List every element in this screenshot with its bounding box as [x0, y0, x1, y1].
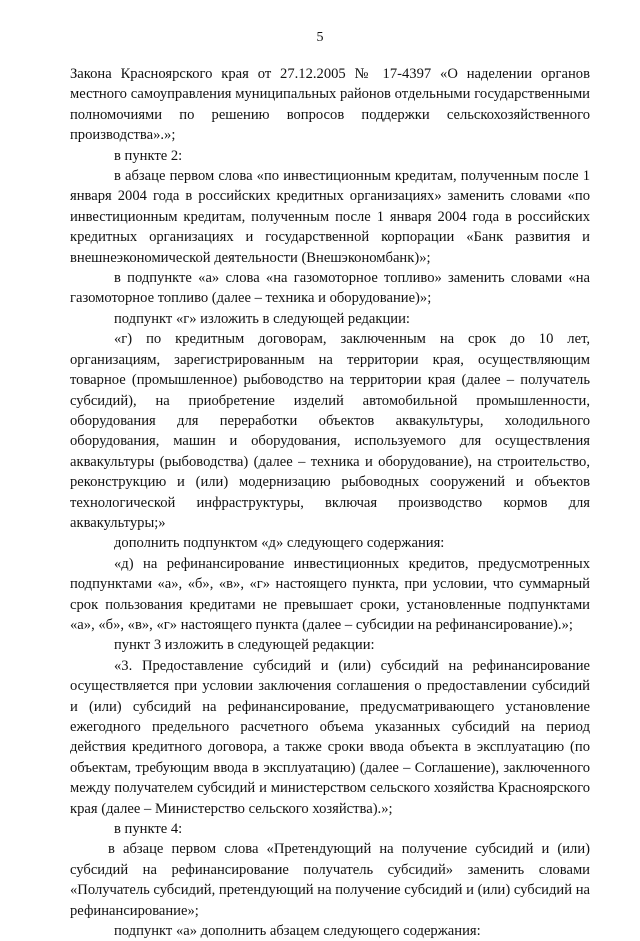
paragraph: Закона Красноярского края от 27.12.2005 № 17-4397 «О наделении органов местного самоуправления муниципальных районов отдельными государственными полномочиями по решению вопросов поддержки сельскохозяйственного производства».»;	[70, 66, 590, 144]
paragraph: подпункт «г» изложить в следующей редакции:	[114, 310, 410, 327]
paragraph: в пункте 4:	[114, 821, 183, 838]
paragraph: пункт 3 изложить в следующей редакции:	[114, 637, 375, 654]
paragraph: в подпункте «а» слова «на газомоторное топливо» заменить словами «на газомоторное топливо (далее – техника и оборудование)»;	[70, 270, 590, 307]
paragraph: в абзаце первом слова «по инвестиционным кредитам, полученным после 1 января 2004 года в российских кредитных организациях» заменить словами «по инвестиционным кредитам, полученным после 1 января 2004 года в российских кредитных организациях и государственной корпорации «Банк развития и внешнеэкономической деятельности (Внешэкономбанк)»;	[70, 168, 590, 266]
paragraph: дополнить подпунктом «д» следующего содержания:	[114, 535, 445, 552]
paragraph: «г) по кредитным договорам, заключенным на срок до 10 лет, организациям, зарегистрированным на территории края, осуществляющим товарное (промышленное) рыбоводство на территории края (далее – получатель субсидий), на приобретение изделий автомобильной промышленности, оборудования для переработки объектов аквакультуры, холодильного оборудования, машин и оборудования, используемого для осуществления аквакультуры (рыбоводства) (далее – техника и оборудование), на строительство, реконструкцию и (или) модернизацию рыбоводных сооружений и объектов технологической инфраструктуры, включая производство кормов для аквакультуры;»	[70, 331, 590, 531]
paragraph: в абзаце первом слова «Претендующий на получение субсидий и (или) субсидий на рефинансирование получатель субсидий» заменить словами «Получатель субсидий, претендующий на получение субсидий и (или) субсидий на рефинансирование»;	[70, 841, 590, 919]
paragraph: подпункт «а» дополнить абзацем следующего содержания:	[114, 923, 481, 940]
paragraph: в пункте 2:	[114, 147, 183, 164]
paragraph: «д) на рефинансирование инвестиционных кредитов, предусмотренных подпунктами «а», «б», «в», «г» настоящего пункта, при условии, что суммарный срок пользования кредитами не превышает сроки, установленные подпунктами «а», «б», «в», «г» настоящего пункта (далее – субсидии на рефинансирование).»;	[70, 555, 590, 633]
page-number: 5	[316, 30, 324, 45]
document-body	[70, 64, 590, 941]
paragraph: «3. Предоставление субсидий и (или) субсидий на рефинансирование осуществляется при условии заключения соглашения о предоставлении субсидий и (или) субсидий на рефинансирование, предусматривающего установление ежегодного предельного расчетного объема указанных субсидий на период действия кредитного договора, а также сроки ввода объекта в эксплуатацию (по объектам, требующим ввода в эксплуатацию) (далее – Соглашение), заключенного между получателем субсидий и министерством сельского хозяйства Красноярского края (далее – Министерство сельского хозяйства).»;	[70, 657, 590, 817]
